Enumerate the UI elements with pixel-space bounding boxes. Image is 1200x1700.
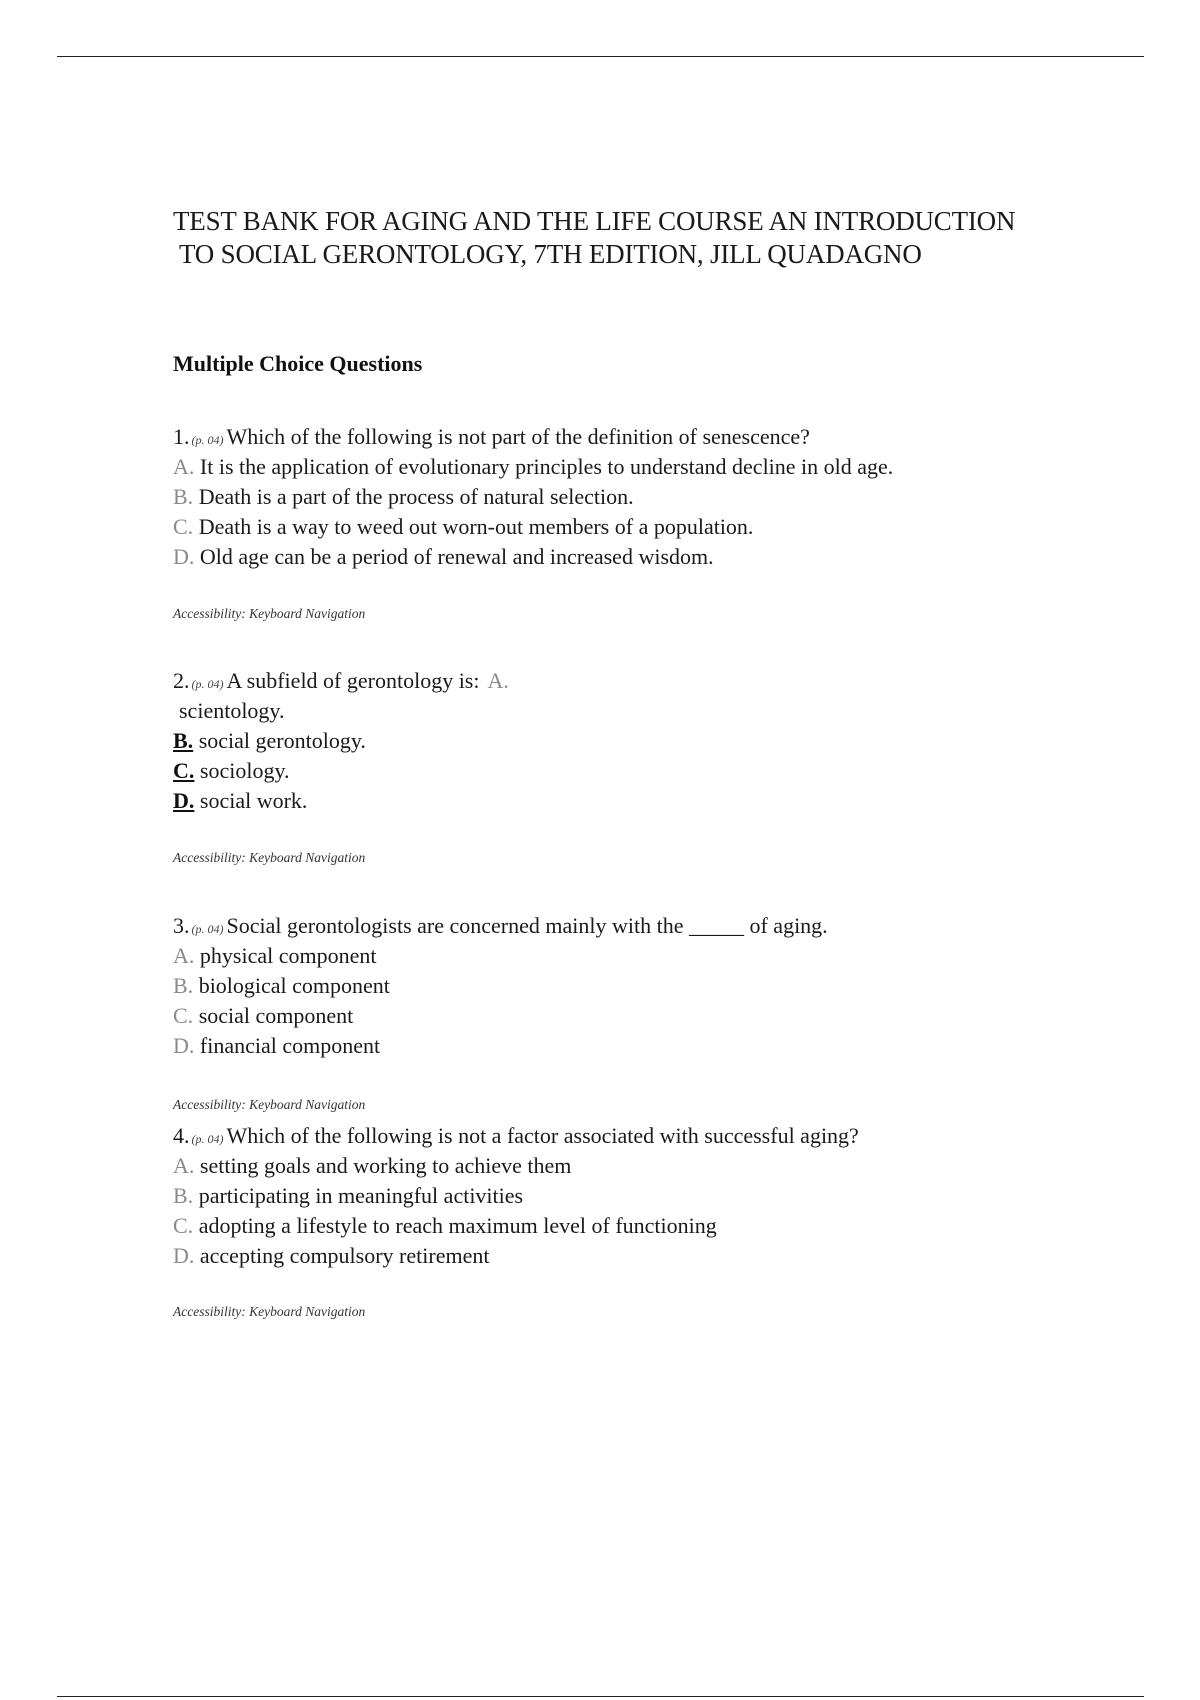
- option-text: social gerontology.: [198, 728, 366, 753]
- question-text: Social gerontologists are concerned mainly with the _____ of aging.: [226, 913, 828, 938]
- option-b: [173, 971, 1073, 1001]
- option-text: accepting compulsory retirement: [199, 1243, 490, 1268]
- option-text: participating in meaningful activities: [198, 1183, 524, 1208]
- option-letter: D.: [173, 788, 195, 813]
- question-4: [173, 1121, 1073, 1271]
- option-d: [173, 542, 1073, 572]
- option-text: Death is a part of the process of natural selection.: [198, 484, 634, 509]
- option-text: social component: [198, 1003, 354, 1028]
- accessibility-note: Accessibility: Keyboard Navigation: [173, 850, 366, 865]
- top-rule: [57, 56, 1144, 57]
- option-a: [173, 696, 1073, 726]
- document-title: [173, 205, 1103, 271]
- accessibility-note: Accessibility: Keyboard Navigation: [173, 606, 366, 621]
- option-c: [173, 1001, 1073, 1031]
- question-text: Which of the following is not part of the definition of senescence?: [226, 424, 810, 449]
- option-text: It is the application of evolutionary principles to understand decline in old age.: [199, 454, 894, 479]
- option-letter: D.: [173, 544, 195, 569]
- option-c: [173, 512, 1073, 542]
- question-number: 4.: [173, 1123, 190, 1148]
- page-reference: (p. 04): [191, 433, 224, 447]
- page-reference: (p. 04): [191, 677, 224, 691]
- option-c: [173, 756, 1073, 786]
- question-stem: [173, 911, 1073, 941]
- accessibility-note: Accessibility: Keyboard Navigation: [173, 1097, 366, 1112]
- question-1: [173, 422, 1073, 572]
- option-letter: D.: [173, 1033, 195, 1058]
- option-letter: B.: [173, 1183, 194, 1208]
- option-a: [173, 452, 1073, 482]
- question-stem: [173, 422, 1073, 452]
- option-letter: C.: [173, 758, 195, 783]
- option-letter: A.: [487, 668, 509, 693]
- accessibility-note: Accessibility: Keyboard Navigation: [173, 1304, 366, 1319]
- option-text: setting goals and working to achieve them: [199, 1153, 572, 1178]
- option-letter: A.: [173, 454, 195, 479]
- option-letter: C.: [173, 514, 194, 539]
- option-text: Old age can be a period of renewal and increased wisdom.: [199, 544, 714, 569]
- option-text: scientology.: [179, 698, 285, 723]
- option-text: physical component: [199, 943, 377, 968]
- option-d: [173, 1241, 1073, 1271]
- question-stem: [173, 1121, 1073, 1151]
- question-text: A subfield of gerontology is:: [226, 668, 480, 693]
- option-b: [173, 482, 1073, 512]
- option-a: [173, 1151, 1073, 1181]
- option-letter: C.: [173, 1213, 194, 1238]
- option-text: biological component: [198, 973, 390, 998]
- option-letter: D.: [173, 1243, 195, 1268]
- option-text: social work.: [199, 788, 308, 813]
- question-2: [173, 666, 1073, 816]
- option-letter: B.: [173, 728, 194, 753]
- option-b: [173, 1181, 1073, 1211]
- option-text: financial component: [199, 1033, 381, 1058]
- option-letter: B.: [173, 484, 194, 509]
- option-text: Death is a way to weed out worn-out members of a population.: [198, 514, 754, 539]
- section-heading: Multiple Choice Questions: [173, 351, 423, 376]
- question-3: [173, 911, 1073, 1061]
- question-number: 2.: [173, 668, 190, 693]
- page-reference: (p. 04): [191, 922, 224, 936]
- option-letter: A.: [173, 1153, 195, 1178]
- question-number: 1.: [173, 424, 190, 449]
- page-reference: (p. 04): [191, 1132, 224, 1146]
- title-line-2: TO SOCIAL GERONTOLOGY, 7TH EDITION, JILL QUADAGNO: [179, 239, 922, 269]
- option-b: [173, 726, 1073, 756]
- option-text: adopting a lifestyle to reach maximum level of functioning: [198, 1213, 717, 1238]
- question-number: 3.: [173, 913, 190, 938]
- option-letter: B.: [173, 973, 194, 998]
- question-text: Which of the following is not a factor associated with successful aging?: [226, 1123, 859, 1148]
- option-c: [173, 1211, 1073, 1241]
- title-line-1: TEST BANK FOR AGING AND THE LIFE COURSE AN INTRODUCTION: [173, 206, 1016, 236]
- option-d: [173, 786, 1073, 816]
- bottom-rule: [57, 1696, 1144, 1697]
- option-letter: C.: [173, 1003, 194, 1028]
- option-a: [173, 941, 1073, 971]
- option-text: sociology.: [199, 758, 290, 783]
- option-letter: A.: [173, 943, 195, 968]
- option-d: [173, 1031, 1073, 1061]
- question-stem: [173, 666, 1073, 696]
